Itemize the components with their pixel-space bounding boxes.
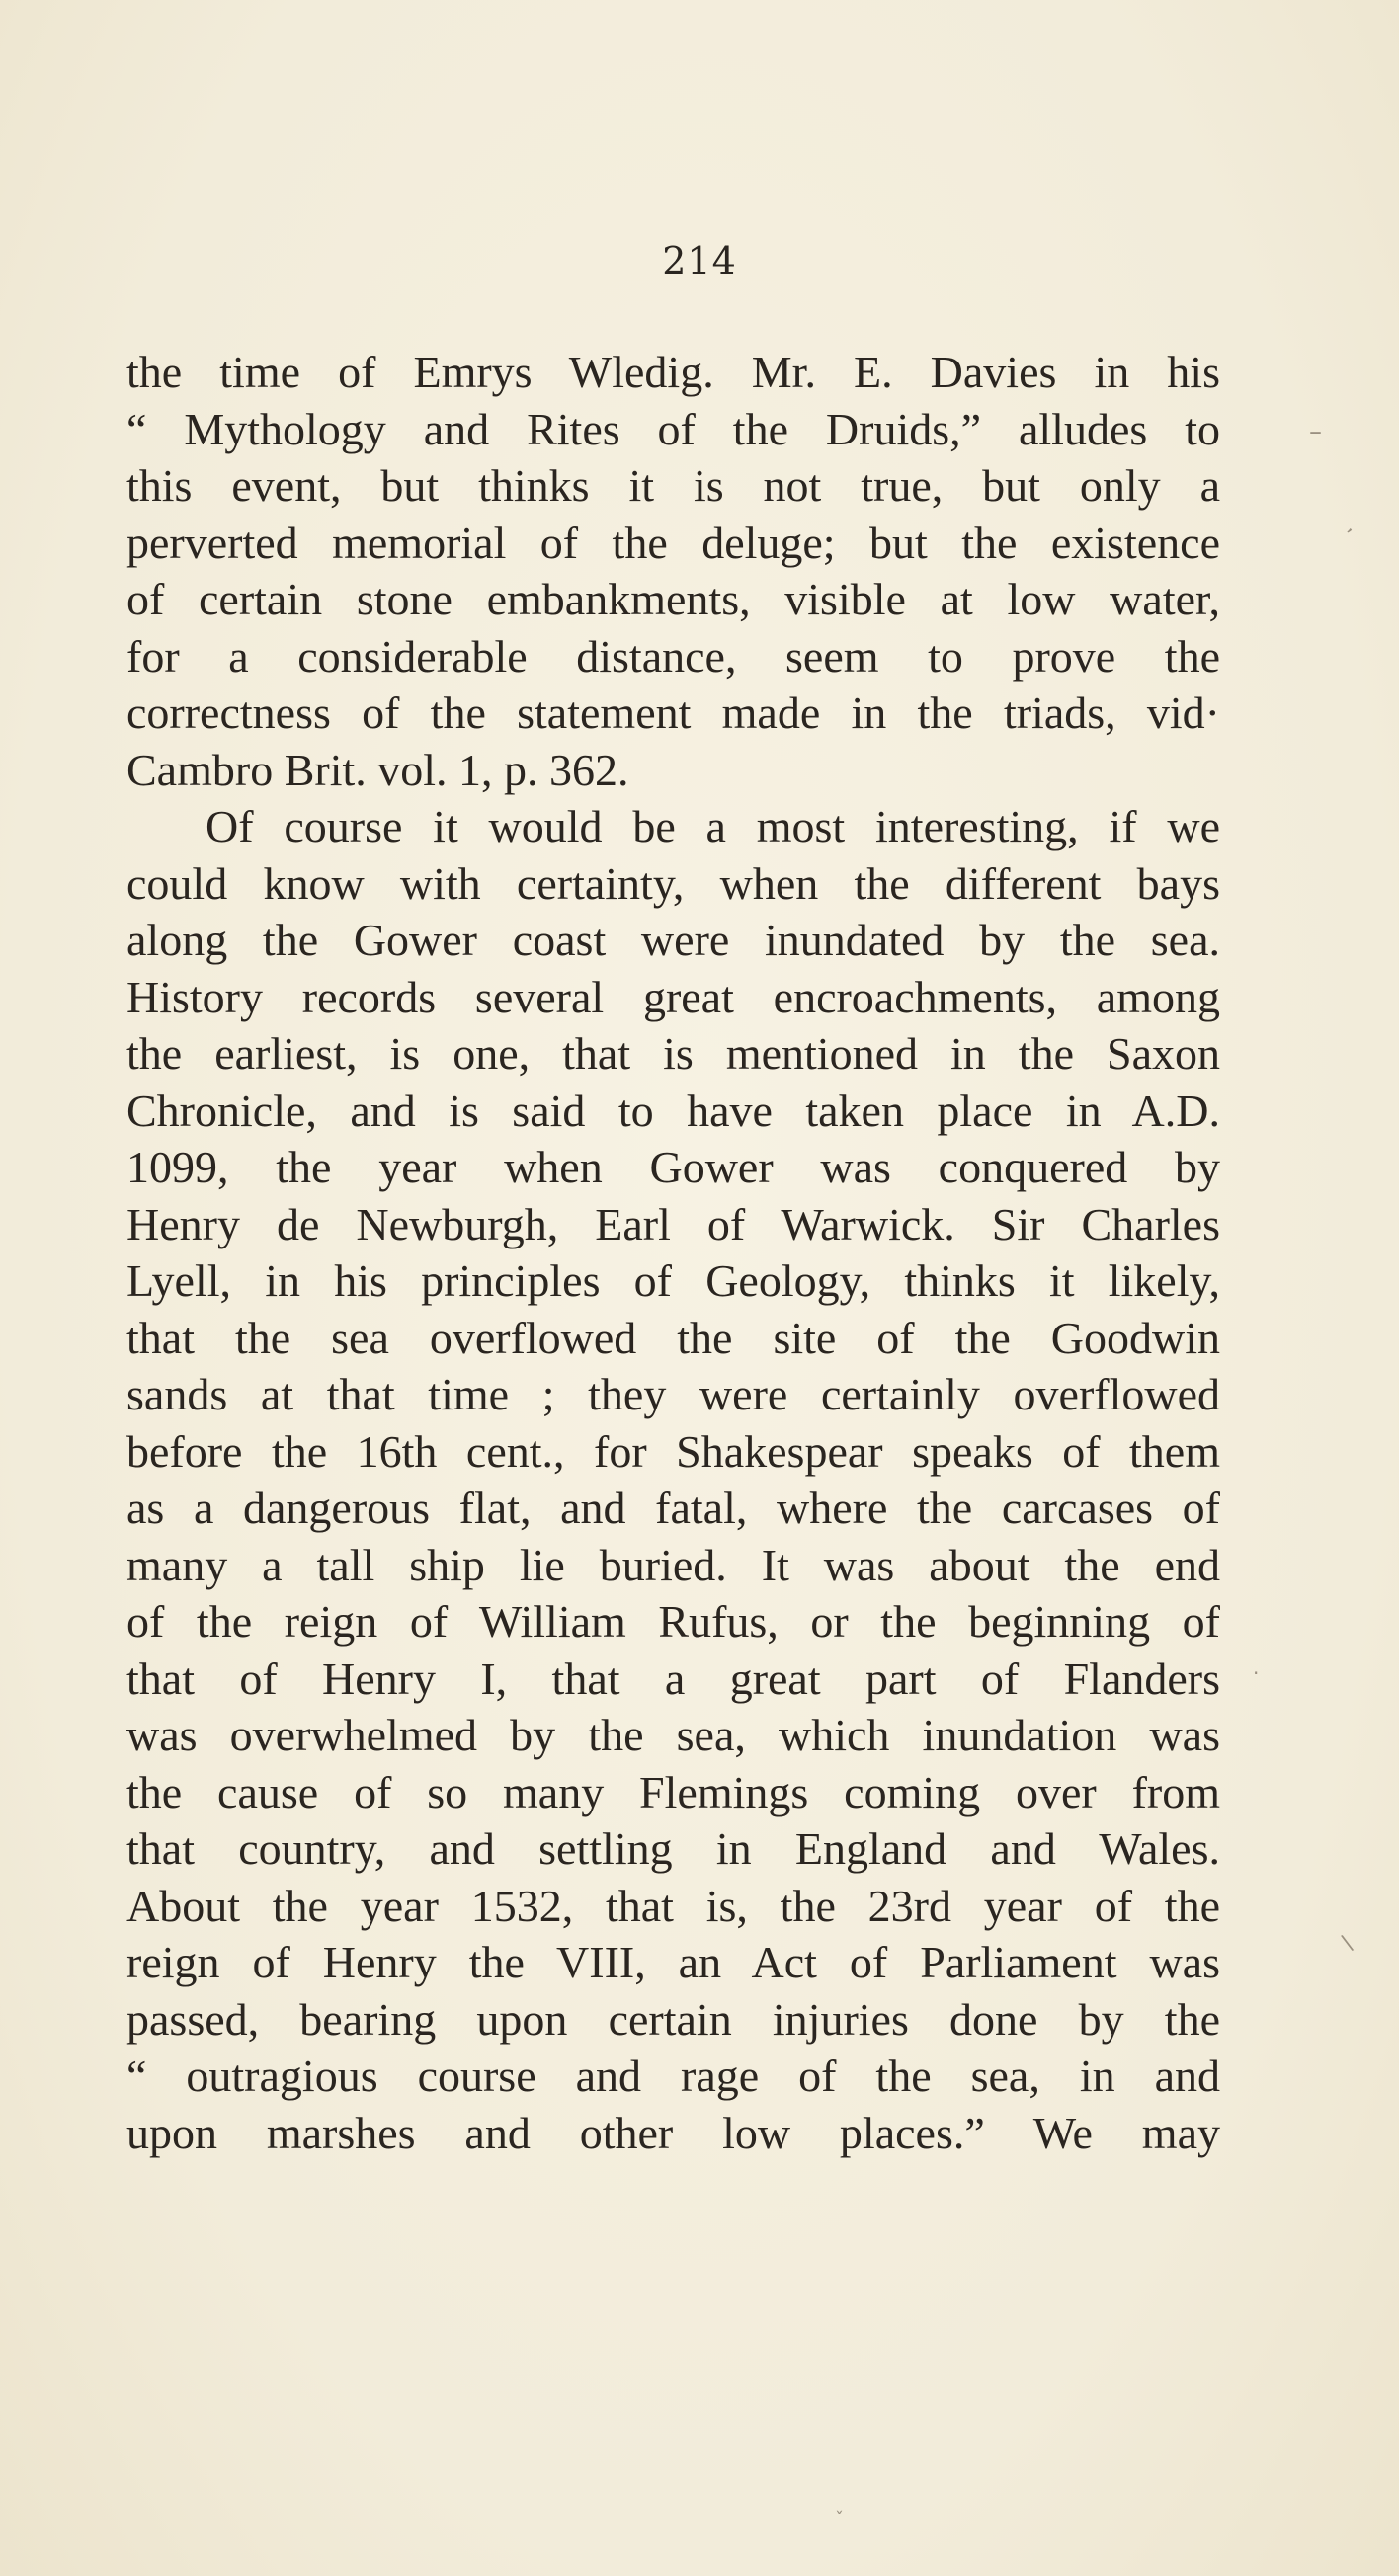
margin-mark: ˇ bbox=[835, 2509, 844, 2530]
margin-mark: . bbox=[1253, 1655, 1260, 1679]
text-line: 1099, the year when Gower was conquered by bbox=[126, 1142, 1220, 1192]
text-line: as a dangerous flat, and fatal, where the carcases of bbox=[126, 1483, 1220, 1533]
text-line: sands at that time ; they were certainly overflowed bbox=[126, 1369, 1220, 1419]
text-line: of the reign of William Rufus, or the beginning of bbox=[126, 1596, 1220, 1647]
margin-mark: – bbox=[1309, 417, 1322, 446]
text-line: many a tall ship lie buried. It was about the end bbox=[126, 1539, 1220, 1590]
text-line: correctness of the statement made in the triads, vid· bbox=[126, 687, 1220, 738]
margin-mark: ʼ bbox=[1338, 523, 1356, 547]
text-line: “ Mythology and Rites of the Druids,” alludes to bbox=[126, 403, 1220, 454]
text-line: passed, bearing upon certain injuries done by the bbox=[126, 1993, 1220, 2045]
text-line: could know with certainty, when the different bays bbox=[126, 857, 1220, 909]
text-line: the time of Emrys Wledig. Mr. E. Davies in his bbox=[126, 347, 1220, 397]
text-line: Chronicle, and is said to have taken place in A.D. bbox=[126, 1085, 1220, 1136]
text-line: that country, and settling in England and Wales. bbox=[126, 1823, 1220, 1874]
text-line: History records several great encroachments, among bbox=[126, 971, 1220, 1022]
text-line: Of course it would be a most interesting, if we bbox=[206, 801, 1220, 851]
text-line: was overwhelmed by the sea, which inundation was bbox=[126, 1710, 1220, 1760]
text-line: the earliest, is one, that is mentioned in the Saxon bbox=[126, 1028, 1220, 1079]
text-line: that of Henry I, that a great part of Flanders bbox=[126, 1652, 1220, 1704]
text-line: reign of Henry the VIII, an Act of Parliament was bbox=[126, 1937, 1220, 1987]
text-line: perverted memorial of the deluge; but the existence bbox=[126, 517, 1220, 568]
text-line: the cause of so many Flemings coming over from bbox=[126, 1766, 1220, 1817]
text-line: along the Gower coast were inundated by the sea. bbox=[126, 915, 1220, 965]
text-line: Henry de Newburgh, Earl of Warwick. Sir Charles bbox=[126, 1198, 1220, 1249]
text-line: “ outragious course and rage of the sea, in and bbox=[126, 2051, 1220, 2101]
text-line: of certain stone embankments, visible at low water, bbox=[126, 574, 1220, 624]
body-text bbox=[126, 344, 1220, 2161]
text-line: About the year 1532, that is, the 23rd year of the bbox=[126, 1880, 1220, 1931]
text-line: Lyell, in his principles of Geology, thinks it likely, bbox=[126, 1255, 1220, 1306]
text-line: upon marshes and other low places.” We may bbox=[126, 2107, 1220, 2158]
page-number: 214 bbox=[662, 239, 737, 282]
margin-mark: \ bbox=[1339, 1930, 1356, 1957]
text-line: before the 16th cent., for Shakespear speaks of them bbox=[126, 1425, 1220, 1477]
text-line: that the sea overflowed the site of the Goodwin bbox=[126, 1312, 1220, 1363]
text-line: Cambro Brit. vol. 1, p. 362. bbox=[126, 744, 629, 795]
text-line: for a considerable distance, seem to prove the bbox=[126, 630, 1220, 682]
text-line: this event, but thinks it is not true, but only a bbox=[126, 460, 1220, 511]
